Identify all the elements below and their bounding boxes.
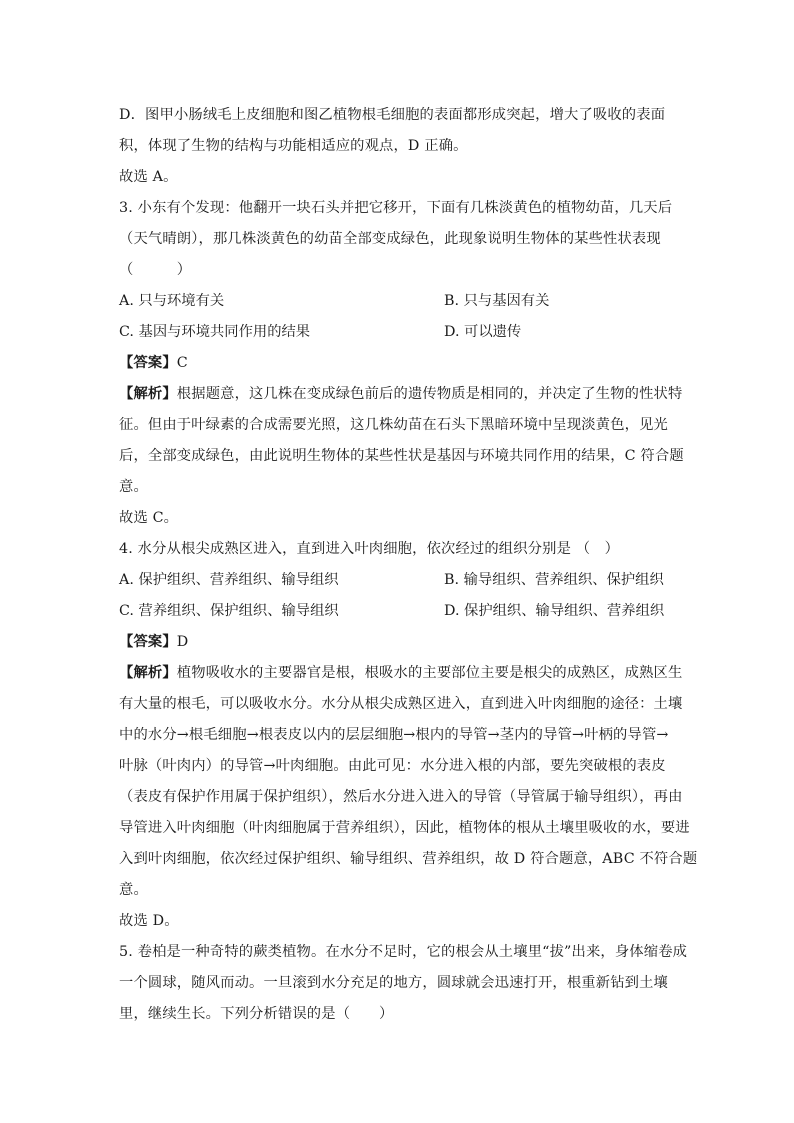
q4-analysis-line-8: 意。 [119,882,148,898]
q3-option-b: B. 只与基因有关 [444,293,550,309]
q4-choice: 故选 D。 [119,913,179,929]
q4-analysis-line-3: 中的水分→根毛细胞→根表皮以内的层层细胞→根内的导管→茎内的导管→叶柄的导管→ [119,727,669,743]
q3-analysis-label: 【解析】 [119,386,177,402]
q4-options-row-1 [119,565,679,596]
q5-stem-line-3: 里，继续生长。下列分析错误的是（ ） [119,1006,394,1022]
q4-option-d: D. 保护组织、输导组织、营养组织 [444,603,665,619]
q4-analysis-line-6: 导管进入叶肉细胞（叶肉细胞属于营养组织），因此，植物体的根从土壤里吸收的水，要进 [119,820,690,836]
q3-analysis-line-2: 征。但由于叶绿素的合成需要光照，这几株幼苗在石头下黑暗环境中呈现淡黄色，见光 [119,417,668,433]
q4-answer-label: 【答案】 [119,634,177,650]
q4-analysis-text-1: 植物吸收水的主要器官是根，根吸水的主要部位主要是根尖的成熟区，成熟区生 [176,665,683,681]
q3-analysis-text-1: 根据题意，这几株在变成绿色前后的遗传物质是相同的，并决定了生物的性状特 [176,386,683,402]
prev-choice: 故选 A。 [119,169,178,185]
q3-option-c: C. 基因与环境共同作用的结果 [119,324,311,340]
q4-stem-line-1: 4. 水分从根尖成熟区进入，直到进入叶肉细胞，依次经过的组织分别是 （ ） [119,541,620,557]
q4-analysis-line-4: 叶脉（叶肉内）的导管→叶肉细胞。由此可见：水分进入根的内部，要先突破根的表皮 [119,758,666,774]
q5-stem-line-2: 一个圆球，随风而动。一旦滚到水分充足的地方，圆球就会迅速打开，根重新钻到土壤 [119,975,668,991]
q4-answer-value: D [176,634,189,650]
q3-analysis-line-4: 意。 [119,479,148,495]
q3-answer [119,348,679,379]
prev-explanation-line-1: D．图甲小肠绒毛上皮细胞和图乙植物根毛细胞的表面都形成突起，增大了吸收的表面 [119,107,666,123]
q4-analysis-line-7: 入到叶肉细胞，依次经过保护组织、输导组织、营养组织，故 D 符合题意，ABC 不符合题 [119,851,698,867]
q4-answer [119,627,679,658]
q3-options-row-1 [119,286,679,317]
q4-analysis-label: 【解析】 [119,665,177,681]
q4-analysis-line-1 [119,658,683,689]
q3-option-a: A. 只与环境有关 [119,293,225,309]
q4-options-row-2 [119,596,679,627]
prev-explanation-line-2: 积，体现了生物的结构与功能相适应的观点，D 正确。 [119,138,468,154]
q3-analysis-line-3: 后，全部变成绿色，由此说明生物体的某些性状是基因与环境共同作用的结果，C 符合题 [119,448,684,464]
q3-answer-label: 【答案】 [119,355,177,371]
document-page [119,100,698,1030]
q3-stem-line-2: （天气晴朗），那几株淡黄色的幼苗全部变成绿色，此现象说明生物体的某些性状表现 [119,231,661,247]
q5-stem-line-1: 5. 卷柏是一种奇特的蕨类植物。在水分不足时，它的根会从土壤里“拔”出来，身体缩卷成 [119,944,688,960]
q3-analysis-line-1 [119,379,683,410]
q4-analysis-line-2: 有大量的根毛，可以吸收水分。水分从根尖成熟区进入，直到进入叶肉细胞的途径：土壤 [119,696,683,712]
q3-stem-line-3: （ ） [119,262,192,278]
q3-stem-line-1: 3. 小东有个发现：他翻开一块石头并把它移开，下面有几株淡黄色的植物幼苗，几天后 [119,200,673,216]
q3-choice: 故选 C。 [119,510,179,526]
q4-option-c: C. 营养组织、保护组织、输导组织 [119,603,339,619]
q3-option-d: D. 可以遗传 [444,324,522,340]
q3-options-row-2 [119,317,679,348]
q4-option-b: B. 输导组织、营养组织、保护组织 [444,572,664,588]
q4-option-a: A. 保护组织、营养组织、输导组织 [119,572,339,588]
q4-analysis-line-5: （表皮有保护作用属于保护组织），然后水分进入进入的导管（导管属于输导组织），再由 [119,789,683,805]
q3-answer-value: C [176,355,188,371]
